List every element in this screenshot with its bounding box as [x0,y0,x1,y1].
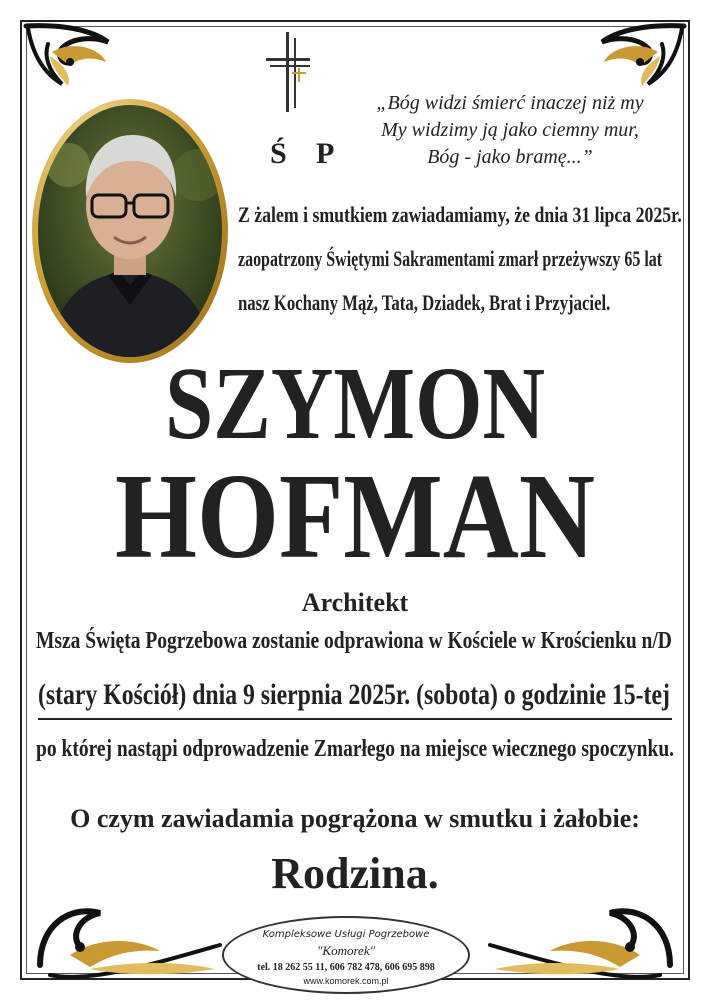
cross-icon [262,32,314,112]
profession: Architekt [301,588,409,617]
funeral-line-2: (stary Kościół) dnia 9 sierpnia 2025r. (sobota) o godzinie 15-tej [38,678,670,711]
announcement-line-1: Z żalem i smutkiem zawiadamiamy, że dnia 31 lipca 2025r. [238,202,682,227]
quote-line-3: Bóg - jako bramę...” [427,146,593,168]
closing-line: O czym zawiadamia pogrążona w smutku i żałobie: [70,804,640,833]
quote-line-1: „Bóg widzi śmierć inaczej niż my [376,92,644,114]
portrait-photo [38,105,222,357]
announcement-line-3: nasz Kochany Mąż, Tata, Dziadek, Brat i Przyjaciel. [238,290,611,315]
funeral-line-3: po której nastąpi odprowadzenie Zmarłego na miejsce wiecznego spoczynku. [36,736,675,762]
company-tagline: Kompleksowe Usługi Pogrzebowe [262,929,430,940]
funeral-underline [38,718,672,720]
portrait-frame [32,99,228,363]
bottom-right-ornament-icon [480,895,680,985]
top-right-ornament-icon [596,22,688,94]
monogram-left: Ś [270,137,287,170]
bottom-left-ornament-icon [30,895,230,985]
first-name: SZYMON [164,346,545,461]
funeral-line-1: Msza Święta Pogrzebowa zostanie odprawiona w Kościele w Krościenku n/D [36,628,672,654]
company-website: www.komorek.com.pl [303,976,389,986]
last-name: HOFMAN [114,449,595,584]
monogram-right: P [316,137,335,170]
announcement-line-2: zaopatrzony Świętymi Sakramentami zmarł przeżywszy 65 lat [238,246,663,271]
company-name: "Komorek" [316,943,376,958]
signature: Rodzina. [271,849,439,898]
company-phones: tel. 18 262 55 11, 606 782 478, 606 695 898 [257,962,435,973]
top-left-ornament-icon [22,22,114,94]
quote-line-2: My widzimy ją jako ciemny mur, [381,119,639,141]
